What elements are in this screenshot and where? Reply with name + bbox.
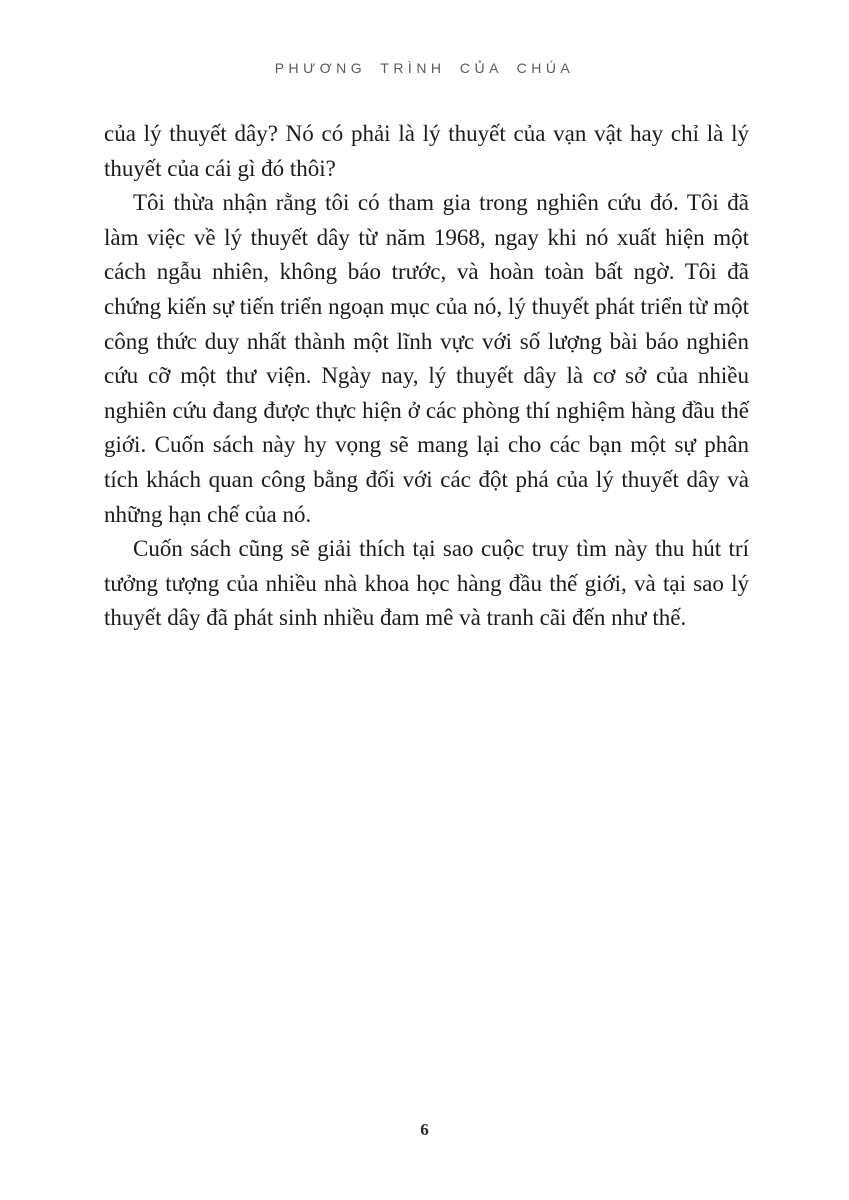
body-paragraph: Tôi thừa nhận rằng tôi có tham gia trong nghiên cứu đó. Tôi đã làm việc về lý thuyết dây từ năm 1968, ngay khi nó xuất hiện một cách ngẫu nhiên, không báo trước, và hoàn toàn bất ngờ. Tôi đã chứng kiến sự tiến triển ngoạn mục của nó, lý thuyết phát triển từ một công thức duy nhất thành một lĩnh vực với số lượng bài báo nghiên cứu cỡ một thư viện. Ngày nay, lý thuyết dây là cơ sở của nhiều nghiên cứu đang được thực hiện ở các phòng thí nghiệm hàng đầu thế giới. Cuốn sách này hy vọng sẽ mang lại cho các bạn một sự phân tích khách quan công bằng đối với các đột phá của lý thuyết dây và những hạn chế của nó. [104,190,749,527]
running-head: PHƯƠNG TRÌNH CỦA CHÚA [274,60,575,76]
page-number: 6 [420,1120,429,1139]
body-text-block [104,117,749,636]
body-paragraph: Cuốn sách cũng sẽ giải thích tại sao cuộc truy tìm này thu hút trí tưởng tượng của nhiều nhà khoa học hàng đầu thế giới, và tại sao lý thuyết dây đã phát sinh nhiều đam mê và tranh cãi đến như thế. [104,536,749,631]
body-paragraph: của lý thuyết dây? Nó có phải là lý thuyết của vạn vật hay chỉ là lý thuyết của cái gì đó thôi? [104,121,749,181]
